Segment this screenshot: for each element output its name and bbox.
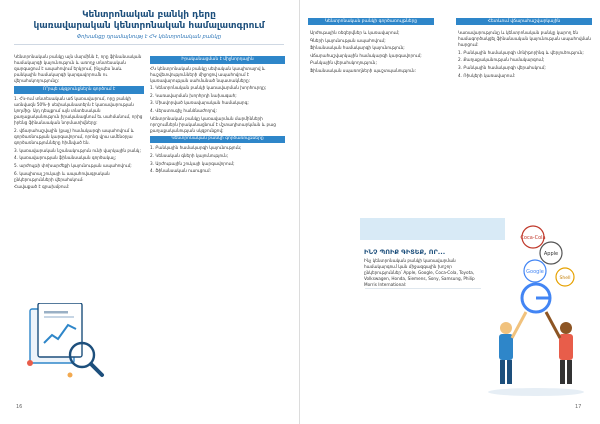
section1-header: Ո՞րպե սկզբունքներն գործում է	[14, 86, 144, 94]
right-list-item: Արժութային ռեզերվներ և կառավարում;	[310, 30, 400, 35]
section2-header: Իրականացման է միջնորդային	[150, 56, 285, 64]
right-col2-text: Կառավարությունը և կենտրոնական բանկը կարող են համագործակցել ֆինանսական կայունության ապահովման հարցում:	[458, 30, 591, 48]
right-col2-header: Հետևում վճարահաշվարկային	[456, 18, 592, 25]
page-number: 16	[16, 404, 23, 410]
logo-apple: Apple	[543, 251, 559, 257]
logo-coca-cola: Coca-Cola	[520, 235, 546, 241]
list1-item: 3. կառավարական նշանակություն ունի վարկային բանկ;	[14, 147, 141, 153]
left-page	[0, 0, 299, 424]
right-col2-list-item: 2. Քաղաքականության համակարգում;	[458, 57, 545, 63]
list2-item: 3. Միավորված կառավարական համակարգ;	[150, 100, 249, 106]
title-line-2: կառավարական կենտրոնական համալատգրում	[33, 21, 265, 31]
logo-shell: Shell	[559, 276, 571, 281]
list2-item: 2. Կառավարման խորհրդի նախագահ;	[150, 92, 237, 98]
right-list-item: Գների կայունության ապահովում;	[310, 37, 386, 43]
people-illustration-icon	[474, 270, 599, 400]
list3-item: 1. Բանկային համակարգի կայունություն;	[150, 145, 242, 151]
section3-header: Կենտրոնական բանկի գործառույթները	[150, 136, 285, 144]
middle-column	[150, 54, 285, 176]
list2-item: 4. Վերստուգիչ հանձնաժողով:	[150, 108, 217, 114]
list1-item: 5. արժույթի փոխարժեքի կայունության ապահովում;	[14, 162, 132, 168]
right-col2	[458, 30, 592, 80]
right-col1	[310, 30, 436, 76]
right-list-item: Ֆինանսական համակարգի կայունություն;	[310, 45, 405, 51]
list2-item: 1. Կենտրոնական բանկի կառավարման խորհուրդը;	[150, 85, 267, 91]
list3-item: 3. Արժութային շուկայի կարգավորում;	[150, 160, 235, 166]
right-list-item: Վճարահաշվարկային համակարգի կարգավորում;	[310, 52, 422, 58]
closing-text: Հավաքած է գրախմբում:	[14, 184, 70, 190]
intro-paragraph: Կենտրոնական բանկը այն մարմինն է, որը ֆինանսական համակարգի կայունություն և առողջ տնտեսական զարգացում է ապահովում երկրում, ինչպես նաև բանկային համակարգի կարգավորումն ու վերահսկողությունը:	[14, 54, 142, 84]
right-col1-header: Կենտրոնական բանկի գործառույթները	[308, 18, 434, 25]
list1-item: 2. վճարահաշվային (քայլ) համակարգի ապահովում և գործառնության կարգավորում, որոնց վրա ամենօրյա գործառնությունները հիմնված են.	[14, 127, 135, 146]
page-number: 17	[575, 404, 582, 410]
list1-item: 6. կապիտալ շուկայի և ապահովագրական ընկերությունների վերահսկում։	[14, 170, 110, 182]
right-list-item: Բանկային վերահսկողություն;	[310, 60, 377, 66]
list3-item: 2. Կենսական գների կայունություն;	[150, 153, 229, 159]
did-you-know-text: Ինչ կենտրոնական բանկի կառավարման համակարգում կան միջազգային խոշոր ընկերություններ՝ Apple, Google, Coca-Cola, Toyota, Volkswagen, Honda, Siemens, Sony, Samsung, Philip Morris International:	[364, 258, 475, 288]
right-list-item: Ֆինանսական սպառողների պաշտպանություն:	[310, 67, 416, 73]
logo-google: Google	[526, 269, 544, 275]
left-column	[14, 54, 144, 192]
list1-item: 4. կառավարության ֆինանսական գործակալ;	[14, 155, 116, 161]
report-illustration-icon	[20, 303, 110, 381]
list1-item: 1. ՀԿ-ում տնտեսական աճ կառավարում, որը բանկի առնվազն 50%-ի սեփականատերն է կառավարության կողմից։ Այդ դեպքում այն տնտեսական քաղաքականություն իրականացնում եւ սահմանում, որից իրենց ֆինանսական նորմատիվները:	[14, 95, 143, 126]
right-col2-list-item: 1. Բանկային համակարգի մոնիթորինգ և վերլուծություն;	[458, 49, 584, 55]
col2-text: ՀԿ կենտրոնական բանկը սեփական կապիտալով և հաշվետվությունների միջոցով ապահովում է կառավարության սահմանած նպատակները:	[150, 65, 266, 83]
divider	[14, 44, 284, 45]
page-subtitle: Փոխանցը դրամայնությ է ՀԿ կենտրոնական բանկը	[76, 34, 222, 40]
title-line-1: Կենտրոնական բանկի դերը	[82, 10, 216, 20]
col2-text2: Կենտրոնական բանկը կառավարման մարմինների որոշումներն իրականացնում է մշտադիտարկման և բաց քաղաքականության սկզբունքով:	[150, 115, 276, 133]
info-box	[360, 218, 505, 240]
list3-item: 4. Ֆինանսական ուսուցում:	[150, 168, 211, 174]
right-col2-list-item: 3. Բանկային համակարգի վերահսկում;	[458, 64, 546, 70]
right-col2-list-item: 4. Ռիսկերի կառավարում:	[458, 72, 516, 78]
page-title	[14, 10, 284, 32]
did-you-know-heading: ԻՆՉ ՊՈԻՔ ԳԻՏԵՔ, ՈՐ...	[364, 248, 446, 256]
